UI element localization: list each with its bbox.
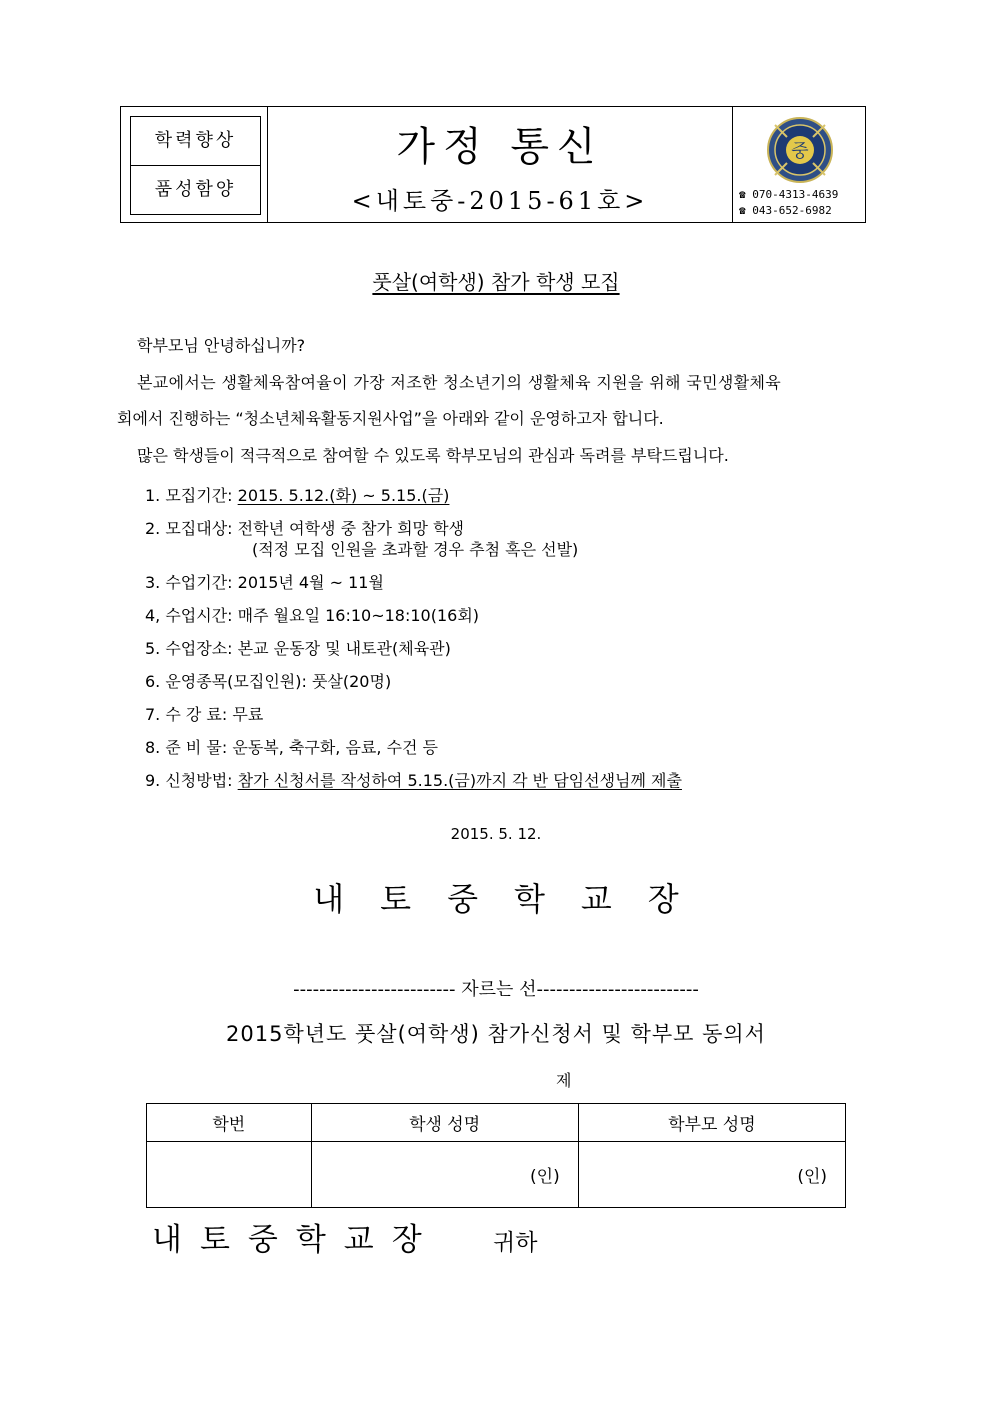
notice-title-text: 풋살(여학생) 참가 학생 모집 (372, 270, 620, 294)
phone-number-1: 070-4313-4639 (752, 188, 839, 201)
list-item (145, 516, 464, 539)
body-paragraph-1-line-2: 회에서 진행하는 “청소년체육활동지원사업”을 아래와 같이 운영하고자 합니다. (117, 409, 664, 428)
cut-line: ------------------------- 자르는 선------------------------- (293, 979, 699, 1000)
item-label: 2. 모집대상: (145, 519, 238, 538)
item-note: (적정 모집 인원을 초과할 경우 추첨 혹은 선발) (252, 540, 579, 559)
item-label: 9. 신청방법: (145, 771, 238, 790)
item-label: 7. 수 강 료: (145, 705, 233, 724)
item-value: 참가 신청서를 작성하여 5.15.(금)까지 각 반 담임선생님께 제출 (237, 771, 682, 790)
item-label: 4, 수업시간: (145, 606, 238, 625)
item-value: 무료 (232, 705, 264, 724)
table-header-row (147, 1104, 846, 1142)
recipient-suffix: 귀하 (493, 1230, 538, 1256)
school-info-cell (732, 107, 866, 222)
item-label: 6. 운영종목(모집인원): (145, 672, 312, 691)
notice-title (0, 266, 992, 295)
table-row (147, 1142, 846, 1208)
seal-mark: (인) (530, 1167, 560, 1187)
form-recipient: 내토중학교장 (152, 1222, 440, 1258)
phone-icon: ☎ (739, 188, 746, 201)
item-label: 3. 수업기간: (145, 573, 238, 592)
phone-icon: ☎ (739, 204, 746, 217)
motto-cell (121, 107, 268, 222)
motto-box (130, 116, 261, 215)
item-label: 1. 모집기간: (145, 486, 238, 505)
list-item (145, 735, 438, 758)
list-item (145, 570, 384, 593)
item-value: 전학년 여학생 중 참가 희망 학생 (237, 519, 465, 538)
item-value: 풋살(20명) (311, 672, 392, 691)
phone-number-2: 043-652-6982 (752, 204, 832, 217)
greeting: 학부모님 안녕하십니까? (137, 336, 306, 355)
list-item (145, 636, 451, 659)
issue-number: <내토중-2015-61호> (351, 187, 649, 215)
student-number-field[interactable] (147, 1142, 312, 1208)
application-table (146, 1103, 846, 1208)
principal-signature: 내토중학교장 (313, 880, 715, 918)
item-value: 본교 운동장 및 내토관(체육관) (237, 639, 451, 658)
emblem-letter: 중 (791, 141, 809, 162)
parent-name-field[interactable] (578, 1142, 845, 1208)
phone-line-2 (739, 204, 863, 217)
col-student-name: 학생 성명 (311, 1104, 578, 1142)
body-paragraph-2: 많은 학생들이 적극적으로 참여할 수 있도록 학부모님의 관심과 독려를 부탁드립니다. (137, 446, 729, 465)
col-parent-name: 학부모 성명 (578, 1104, 845, 1142)
list-item (145, 603, 479, 626)
list-item (145, 702, 263, 725)
student-name-field[interactable] (311, 1142, 578, 1208)
notice-date: 2015. 5. 12. (450, 825, 542, 843)
header-box (120, 106, 866, 223)
motto-academic: 학력향상 (131, 117, 260, 166)
item-value: 2015년 4월 ~ 11월 (237, 573, 384, 592)
phone-line-1 (739, 188, 863, 201)
school-emblem-icon (767, 117, 833, 183)
col-student-number: 학번 (147, 1104, 312, 1142)
list-item (145, 483, 449, 506)
form-title: 2015학년도 풋살(여학생) 참가신청서 및 학부모 동의서 (226, 1022, 766, 1046)
list-item (145, 768, 682, 791)
seal-mark: (인) (797, 1167, 827, 1187)
body-paragraph-1-line-1: 본교에서는 생활체육참여율이 가장 저조한 청소년기의 생활체육 지원을 위해 국민생활체육 (137, 373, 782, 392)
item-value: 2015. 5.12.(화) ~ 5.15.(금) (237, 486, 450, 505)
list-item (145, 669, 391, 692)
item-label: 8. 준 비 물: (145, 738, 233, 757)
item-value: 운동복, 축구화, 음료, 수건 등 (232, 738, 438, 757)
item-label: 5. 수업장소: (145, 639, 238, 658)
motto-character: 품성함양 (154, 179, 237, 200)
form-number-label: 제 (556, 1071, 572, 1090)
newsletter-title: 가정 통신 (396, 124, 604, 170)
item-value: 매주 월요일 16:10~18:10(16회) (237, 606, 480, 625)
